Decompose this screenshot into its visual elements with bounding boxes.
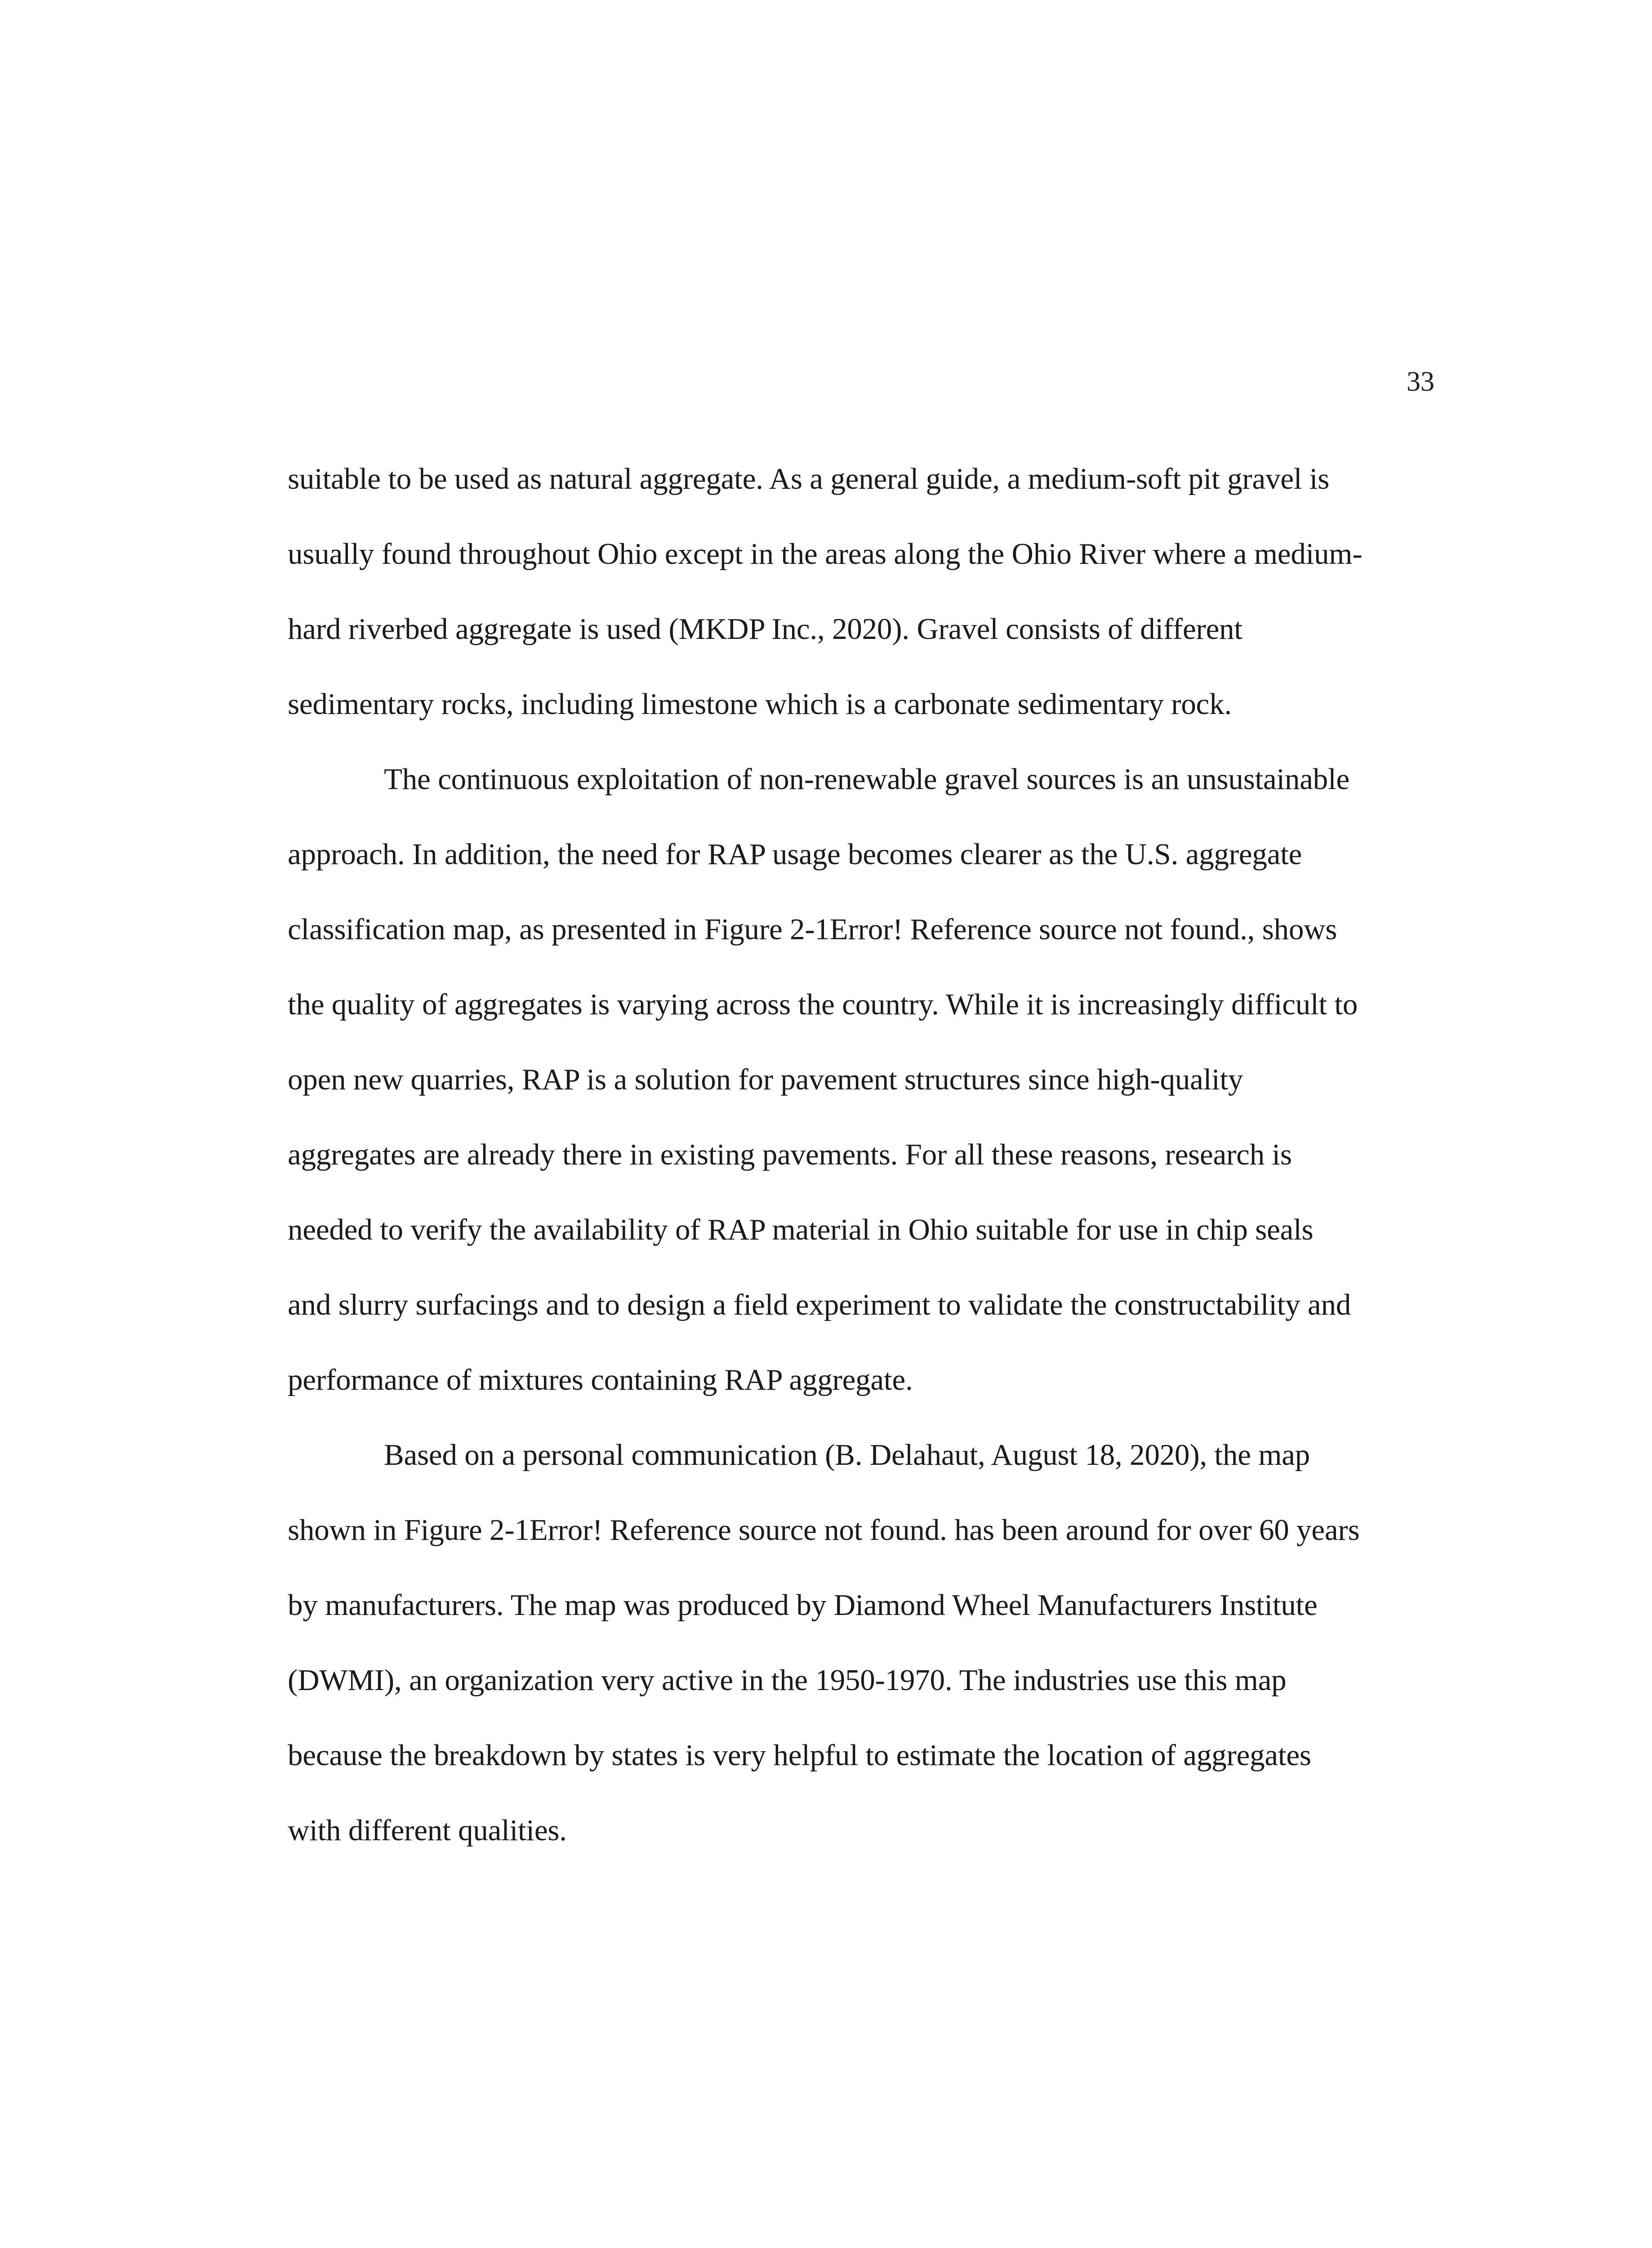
page-number: 33 (1407, 366, 1434, 397)
paragraph-3 (288, 1418, 1447, 1868)
text-line: usually found throughout Ohio except in the areas along the Ohio River where a medium- (288, 537, 1363, 571)
text-line: aggregates are already there in existing pavements. For all these reasons, research is (288, 1138, 1292, 1171)
text-line: suitable to be used as natural aggregate. As a general guide, a medium-soft pit gravel is (288, 462, 1330, 495)
text-line: needed to verify the availability of RAP material in Ohio suitable for use in chip seals (288, 1213, 1314, 1246)
text-line: open new quarries, RAP is a solution for pavement structures since high-quality (288, 1063, 1243, 1096)
text-line: The continuous exploitation of non-renewable gravel sources is an unsustainable (384, 763, 1350, 796)
text-line: and slurry surfacings and to design a field experiment to validate the constructability and (288, 1288, 1351, 1321)
text-line: hard riverbed aggregate is used (MKDP Inc., 2020). Gravel consists of different (288, 612, 1242, 646)
paragraph-1 (288, 442, 1447, 742)
text-line: sedimentary rocks, including limestone which is a carbonate sedimentary rock. (288, 687, 1232, 721)
text-line: by manufacturers. The map was produced by Diamond Wheel Manufacturers Institute (288, 1588, 1318, 1622)
text-line: with different qualities. (288, 1814, 567, 1847)
text-line: approach. In addition, the need for RAP usage becomes clearer as the U.S. aggregate (288, 838, 1302, 871)
text-line: performance of mixtures containing RAP aggregate. (288, 1363, 913, 1396)
text-line: shown in Figure 2-1Error! Reference source not found. has been around for over 60 years (288, 1513, 1360, 1547)
text-line: the quality of aggregates is varying across the country. While it is increasingly difficult to (288, 988, 1358, 1021)
paragraph-2 (288, 742, 1447, 1418)
text-line: (DWMI), an organization very active in the 1950-1970. The industries use this map (288, 1664, 1287, 1697)
text-line: Based on a personal communication (B. Delahaut, August 18, 2020), the map (384, 1438, 1310, 1472)
body-text (288, 442, 1447, 1868)
text-line: because the breakdown by states is very helpful to estimate the location of aggregates (288, 1739, 1311, 1772)
text-line: classification map, as presented in Figure 2-1Error! Reference source not found., shows (288, 913, 1337, 946)
